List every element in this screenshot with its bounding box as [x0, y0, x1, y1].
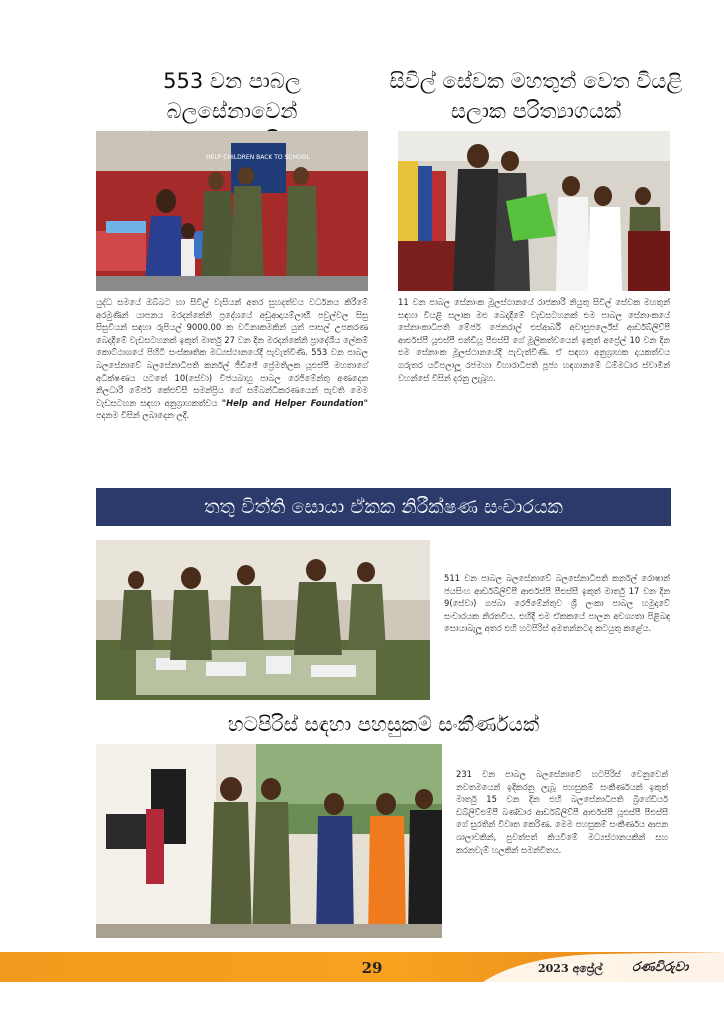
school-event-photo: [96, 131, 368, 291]
article2-title-line2: සලාක පරිත්‍යාගයක්: [450, 99, 622, 123]
dry-ration-photo: [398, 131, 670, 291]
article1-foundation-name: "Help and Helper Foundation": [221, 397, 368, 408]
section-banner-title: තතු විත්ති සොයා ඒකක නිරීක්ෂණ සංචාරයක: [204, 496, 563, 518]
article3-body: 511 වන පාබල බලසේනාවේ බලසේනාධිපති කර්නල් රොෂාන් ජයසිංහ ආර්ඩබ්ලිව්පී ආර්එස්පී පීඑස්සී ඉකුත් මාර්තු 17 වන දින 9(සේවා) ගජබා රෙජිමේන්තුව ශ්‍රී ලංකා පාබල හමුදාවේ සංචාරයක නිරතවිය. එහිදී එම ඒකකයේ පාලන අවශ්‍යතා පිළිබඳ සොයාබැලූ අතර එහි හටපිරිස් අමතන්නටද කටයුතු කළේය.: [444, 573, 670, 634]
model-inspection-photo: [96, 540, 430, 700]
photo-banner-text: HELP CHILDREN BACK TO SCHOOL: [206, 154, 310, 161]
page-number: 29: [361, 959, 383, 977]
article1-photo: [96, 131, 368, 291]
article3-photo: [96, 540, 430, 700]
article2-title: [388, 66, 684, 126]
section-banner: [96, 488, 671, 526]
facility-opening-photo: [96, 744, 442, 938]
article2-photo: [398, 131, 670, 291]
magazine-logo: රණවිරුවා: [632, 960, 689, 975]
article4-body: 231 වන පාබල බලසේනාවේ හටපිරිස් වෙනුවෙන් නවතමයෙන් ඉදිකරනු ලැබූ පහසුකම් සංකීර්ණයක් ඉකුත් මාර්තු 15 වන දින එහි බලසේනාධිපති බ්‍රිගේඩියර් ඩබ්ලිව්එම්පී බණ්ඩාර ආර්ඩබ්ලිව්පී ආර්එස්පී යූඑස්පී පීඑස්සී ගේ සුරතින් විවෘත කෙරිණ. මෙම පහසුකම් සංකීර්ණය ආපන ශාලාවකින්, පුවත්පත් කියවීමේ මධ්‍යස්ථානයකින් සහ කරනවැම් හලකින් සමන්විතය.: [456, 769, 668, 855]
article1-body: [96, 296, 368, 422]
article2-title-line1: සිවිල් සේවක මහතුන් වෙත වියළි: [389, 69, 683, 93]
article4-title: හටපිරිස් සඳහා පහසුකම් සංකීර්ණයක්: [227, 712, 540, 736]
article4-photo: [96, 744, 442, 938]
article1-title-line1: 553 වන පාබල බලසේනාවෙන්: [163, 69, 301, 123]
article1-body-tail: පදනම විසින් ලබාදෙන ලදී.: [96, 410, 190, 421]
article1-body-text: යුද්ධ සමයේ ඔබ්බට හා සිවිල් වැසියන් අතර සුහදත්වය වර්ධනය කිරීමේ අරමුණින් යාපනය මරදන්කේනි ප්‍රදේශයේ අඩුආදායම්ලාභී පවුල්වල සිසු සිසුවියන් සඳහා රුපියල් 9000.00 ක වටිනාකමකින් යුත් පාසල් උපකරණ බෙදාදීමේ වැඩසටහනක් ඉකුත් මාර්තු 27 වන දින මරදන්කේනි ප්‍රාදේශීය ලේකම් කොට්ඨාශයේ පිහිටි සංස්කෘතික මධ්‍යස්ථානයේදී පැවැත්විණි. 553 වන පාබල බලසේනාවේ බලසේනාධිපති කර්නල් ජීඩීජේ ප්‍රේමතිලක යූඑස්පී මහතාගේ අධීක්ෂණය යටතේ 10(සේවා) විජයබාහු පාබල රෙජිමේන්තු අණදෙන නිලධාරී මේජර් කේඑච්සී සමන්ප්‍රිය ගේ සම්බන්ධීකරණයෙන් පැවති මෙම වැඩසටහන සඳහා අනුග්‍රාහකත්වය: [96, 297, 368, 408]
article2-body: 11 වන පාබල සේනාංක මූලස්ථානයේ රාජකාරී නියුතු සිවිල් සේවක මහතුන් සඳහා වියළි සලාක මළු බෙදාදීමේ වැඩසටහනක් එම පාබල සේනාංකයේ සේනාංකාධිපති මේජර් ජෙනරාල් එස්ආර්බී අවාසුපර්ලේස් ආර්ඩබ්ලිව්පී ආර්එස්පී යූඑස්පී එන්ඩීයූ පීඑස්සී ගේ මූලිකත්වයෙන් ඉකුත් අප්‍රේල් 10 වන දින එම සේනාංක මූලස්ථානයේදී පැවැත්විණි. ඒ සඳහා අනුග්‍රාහක දායකත්වය ගරුතර යටිපලාලූ රජමහා විහාරාධිපති පූජ්‍ය හඳගානමේ ධම්මධාර ස්වාමීන් වහන්සේ විසින් දරනු ලැබූහ.: [398, 297, 670, 383]
issue-date: 2023 අප්‍රේල්: [538, 962, 603, 975]
